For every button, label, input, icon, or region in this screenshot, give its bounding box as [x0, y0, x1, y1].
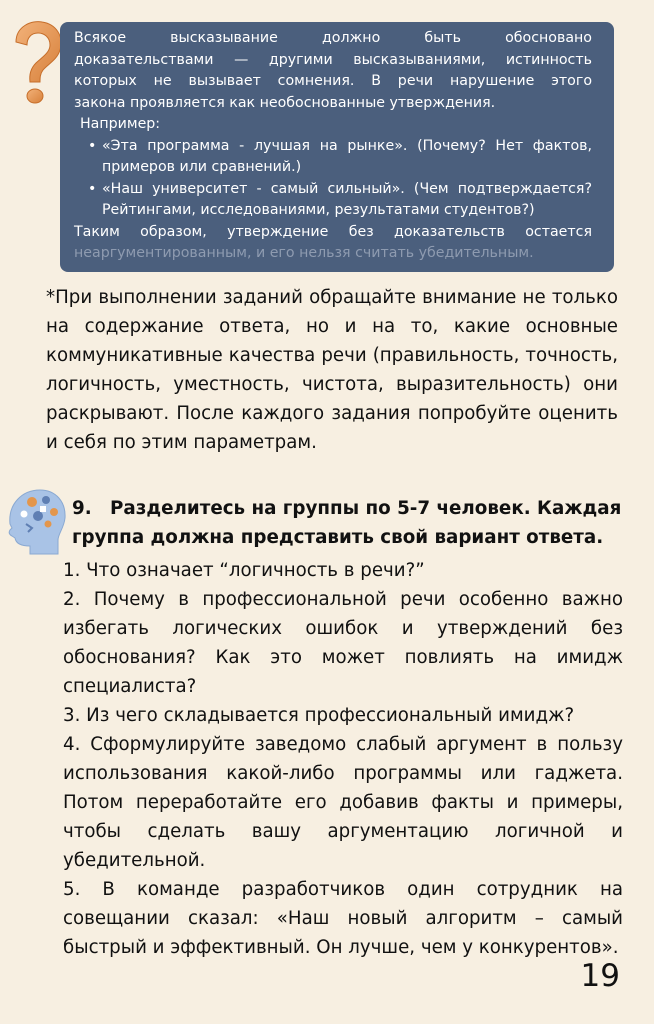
question-item: 2. Почему в профессиональной речи особенно важно избегать логических ошибок и утверждений без обоснования? Как это может повлиять на имидж специалиста? [63, 589, 623, 697]
example-label: Например: [80, 116, 161, 132]
task-title [72, 494, 632, 552]
info-intro-line: которых не вызывает сомнения. В речи нарушение этого [74, 73, 592, 89]
question-item: 5. В команде разработчиков один сотрудник на совещании сказал: «Наш новый алгоритм – самый быстрый и эффективный. Он лучше, чем у конкурентов». [63, 879, 623, 958]
head-profile-icon [2, 484, 68, 558]
task-title-text: Разделитесь на группы по 5-7 человек. Каждая группа должна представить свой вариант ответа. [72, 498, 622, 548]
info-intro-line: Всякое высказывание должно быть обосновано [74, 30, 592, 46]
info-conclusion-faded: неаргументированным, и его нельзя считать убедительным. [74, 245, 534, 261]
info-conclusion: Таким образом, утверждение без доказательств остается [74, 223, 592, 240]
note-paragraph: *При выполнении заданий обращайте внимание не только на содержание ответа, но и на то, какие основные коммуникативные качества речи (правильность, точность, логичность, уместность, чистота, выразительность) они раскрывают. После каждого задания попробуйте оценить и себя по этим параметрам. [46, 287, 618, 453]
question-list [63, 556, 623, 962]
info-intro-line: закона проявляется как необоснованные утверждения. [74, 94, 496, 111]
info-intro-line: доказательствами — другими высказываниями, истинность [74, 51, 592, 68]
question-item: 1. Что означает “логичность в речи?” [63, 560, 425, 581]
example-item: • «Эта программа - лучшая на рынке». (Почему? Нет фактов, примеров или сравнений.) [102, 136, 592, 179]
example-item: • «Наш университет - самый сильный». (Чем подтверждается? Рейтингами, исследованиями, результатами студентов?) [102, 179, 592, 222]
question-item: 4. Сформулируйте заведомо слабый аргумент в пользу использования какой-либо программы или гаджета. Потом переработайте его добавив факты и примеры, чтобы сделать вашу аргументацию логичной и убедительной. [63, 734, 623, 871]
info-conclusion-overflow [74, 243, 592, 265]
info-box [60, 22, 614, 272]
question-mark-icon [8, 20, 66, 110]
example-list [74, 136, 592, 222]
page-number: 19 [580, 958, 620, 994]
question-item: 3. Из чего складывается профессиональный имидж? [63, 705, 575, 726]
task-number: 9. [72, 498, 92, 519]
